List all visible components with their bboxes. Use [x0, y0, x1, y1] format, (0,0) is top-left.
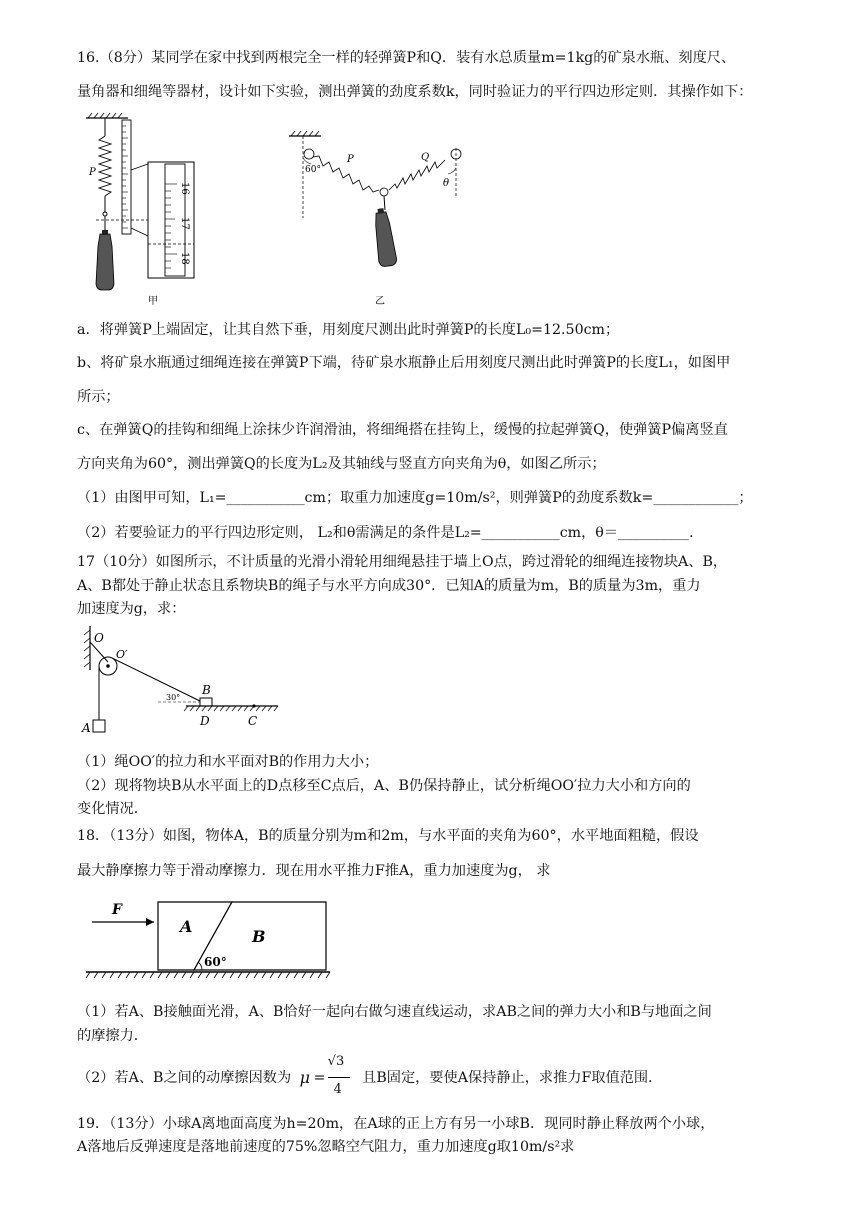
q19-line-2: A落地后反弹速度是落地前速度的75%忽略空气阻力，重力加速度g取10m/s²求: [77, 1139, 575, 1155]
q16-step-c-2: 方向夹角为60°，测出弹簧Q的长度为L₂及其轴线与竖直方向夹角为θ，如图乙所示；: [77, 456, 606, 472]
q17-line-2: A、B都处于静止状态且系物块B的绳子与水平方向成30°．已知A的质量为m，B的质量为3m，重力: [77, 578, 701, 594]
angle-30-label: 30°: [166, 693, 181, 702]
q16-step-b-1: b、将矿泉水瓶通过细绳连接在弹簧P下端，待矿泉水瓶静止后用刻度尺测出此时弹簧P的长度L₁，如图甲: [77, 355, 731, 371]
q16-line-1: 16.（8分）某同学在家中找到两根完全一样的轻弹簧P和Q．装有水总质量m=1kg的矿泉水瓶、刻度尺、: [77, 50, 736, 66]
spring-label: P: [89, 167, 96, 178]
q16-sub-2: （2）若要验证力的平行四边形定则， L₂和θ需满足的条件是L₂=___________cm，θ＝__________.: [77, 525, 694, 541]
equals-sign: =: [313, 1070, 326, 1086]
q17-line-3: 加速度为g，求：: [77, 601, 186, 617]
figure-q17: [78, 622, 288, 740]
ruler-tick-17: 17: [179, 217, 190, 230]
block-a-label: A: [180, 917, 193, 936]
spring-p-label: P: [347, 154, 354, 165]
q18-sub-1-1: （1）若A、B接触面光滑，A、B恰好一起向右做匀速直线运动，求AB之间的弹力大小和B与地面之间: [77, 1004, 712, 1020]
angle-60-label: 60°: [204, 955, 227, 969]
figure-q18: [84, 890, 334, 990]
point-d-label: D: [200, 714, 210, 728]
point-o-label: O: [94, 631, 104, 645]
block-a-label: A: [82, 721, 91, 735]
spring-p: [313, 156, 379, 192]
q17-sub-1: （1）绳OO′的拉力和水平面对B的作用力大小；: [77, 754, 379, 770]
q19-line-1: 19．（13分）小球A离地面高度为h=20m，在A球的正上方有另一小球B．现同时静止释放两个小球，: [77, 1116, 715, 1132]
q18-sub-2: [77, 1054, 663, 1097]
force-f-label: F: [112, 902, 122, 918]
fraction-numerator: √3: [327, 1054, 345, 1069]
fraction-bar: [328, 1077, 350, 1078]
q18-line-2: 最大静摩擦力等于滑动摩擦力．现在用水平推力F推A，重力加速度为g， 求: [77, 863, 551, 879]
block-b-label: B: [202, 683, 211, 697]
fraction-denominator: 4: [333, 1082, 342, 1097]
q18-sub-2-prefix: （2）若A、B之间的动摩擦因数为: [77, 1070, 292, 1086]
q17-sub-2-2: 变化情况．: [77, 801, 148, 817]
q18-line-1: 18．（13分）如图，物体A，B的质量分别为m和2m，与水平面的夹角为60°，水平地面粗糙，假设: [77, 828, 699, 844]
q16-sub-1: （1）由图甲可知，L₁=___________cm；取重力加速度g=10m/s²，则弹簧P的劲度系数k=____________；: [77, 490, 753, 506]
figure-jia: [80, 112, 210, 308]
spring-p: [99, 136, 111, 196]
caption-yi: 乙: [375, 296, 385, 307]
q17-line-1: 17（10分）如图所示，不计质量的光滑小滑轮用细绳悬挂于墙上O点，跨过滑轮的细绳连接物块A、B，: [77, 554, 728, 570]
q18-sub-2-suffix: 且B固定，要使A保持静止，求推力F取值范围．: [362, 1070, 663, 1086]
q18-sub-1-2: 的摩擦力．: [77, 1028, 148, 1044]
spring-q-label: Q: [421, 152, 430, 163]
q16-step-a: a．将弹簧P上端固定，让其自然下垂，用刻度尺测出此时弹簧P的长度L₀=12.50cm；: [77, 322, 620, 338]
ruler-tick-16: 16: [179, 182, 190, 195]
figure-yi: [285, 128, 485, 308]
ruler-tick-18: 18: [179, 252, 190, 265]
caption-jia: 甲: [148, 296, 158, 307]
block-b-label: B: [252, 927, 266, 946]
point-o-prime-label: O′: [116, 648, 128, 661]
mu-fraction: [296, 1054, 358, 1097]
spring-q: [389, 160, 445, 190]
mu-symbol: μ: [299, 1068, 311, 1087]
q16-step-c-1: c、在弹簧Q的挂钩和细绳上涂抹少许润滑油，将细绳搭在挂钩上，缓慢的拉起弹簧Q，使弹簧P偏离竖直: [77, 422, 728, 438]
q17-sub-2-1: （2）现将物块B从水平面上的D点移至C点后，A、B仍保持静止，试分析绳OO′拉力大小和方向的: [77, 778, 691, 794]
q16-line-2: 量角器和细绳等器材，设计如下实验，测出弹簧的劲度系数k，同时验证力的平行四边形定则．其操作如下：: [77, 84, 753, 100]
angle-60-label: 60°: [305, 165, 321, 175]
point-c-label: C: [248, 714, 258, 728]
q16-step-b-2: 所示；: [77, 389, 120, 405]
theta-label: θ: [443, 178, 450, 189]
